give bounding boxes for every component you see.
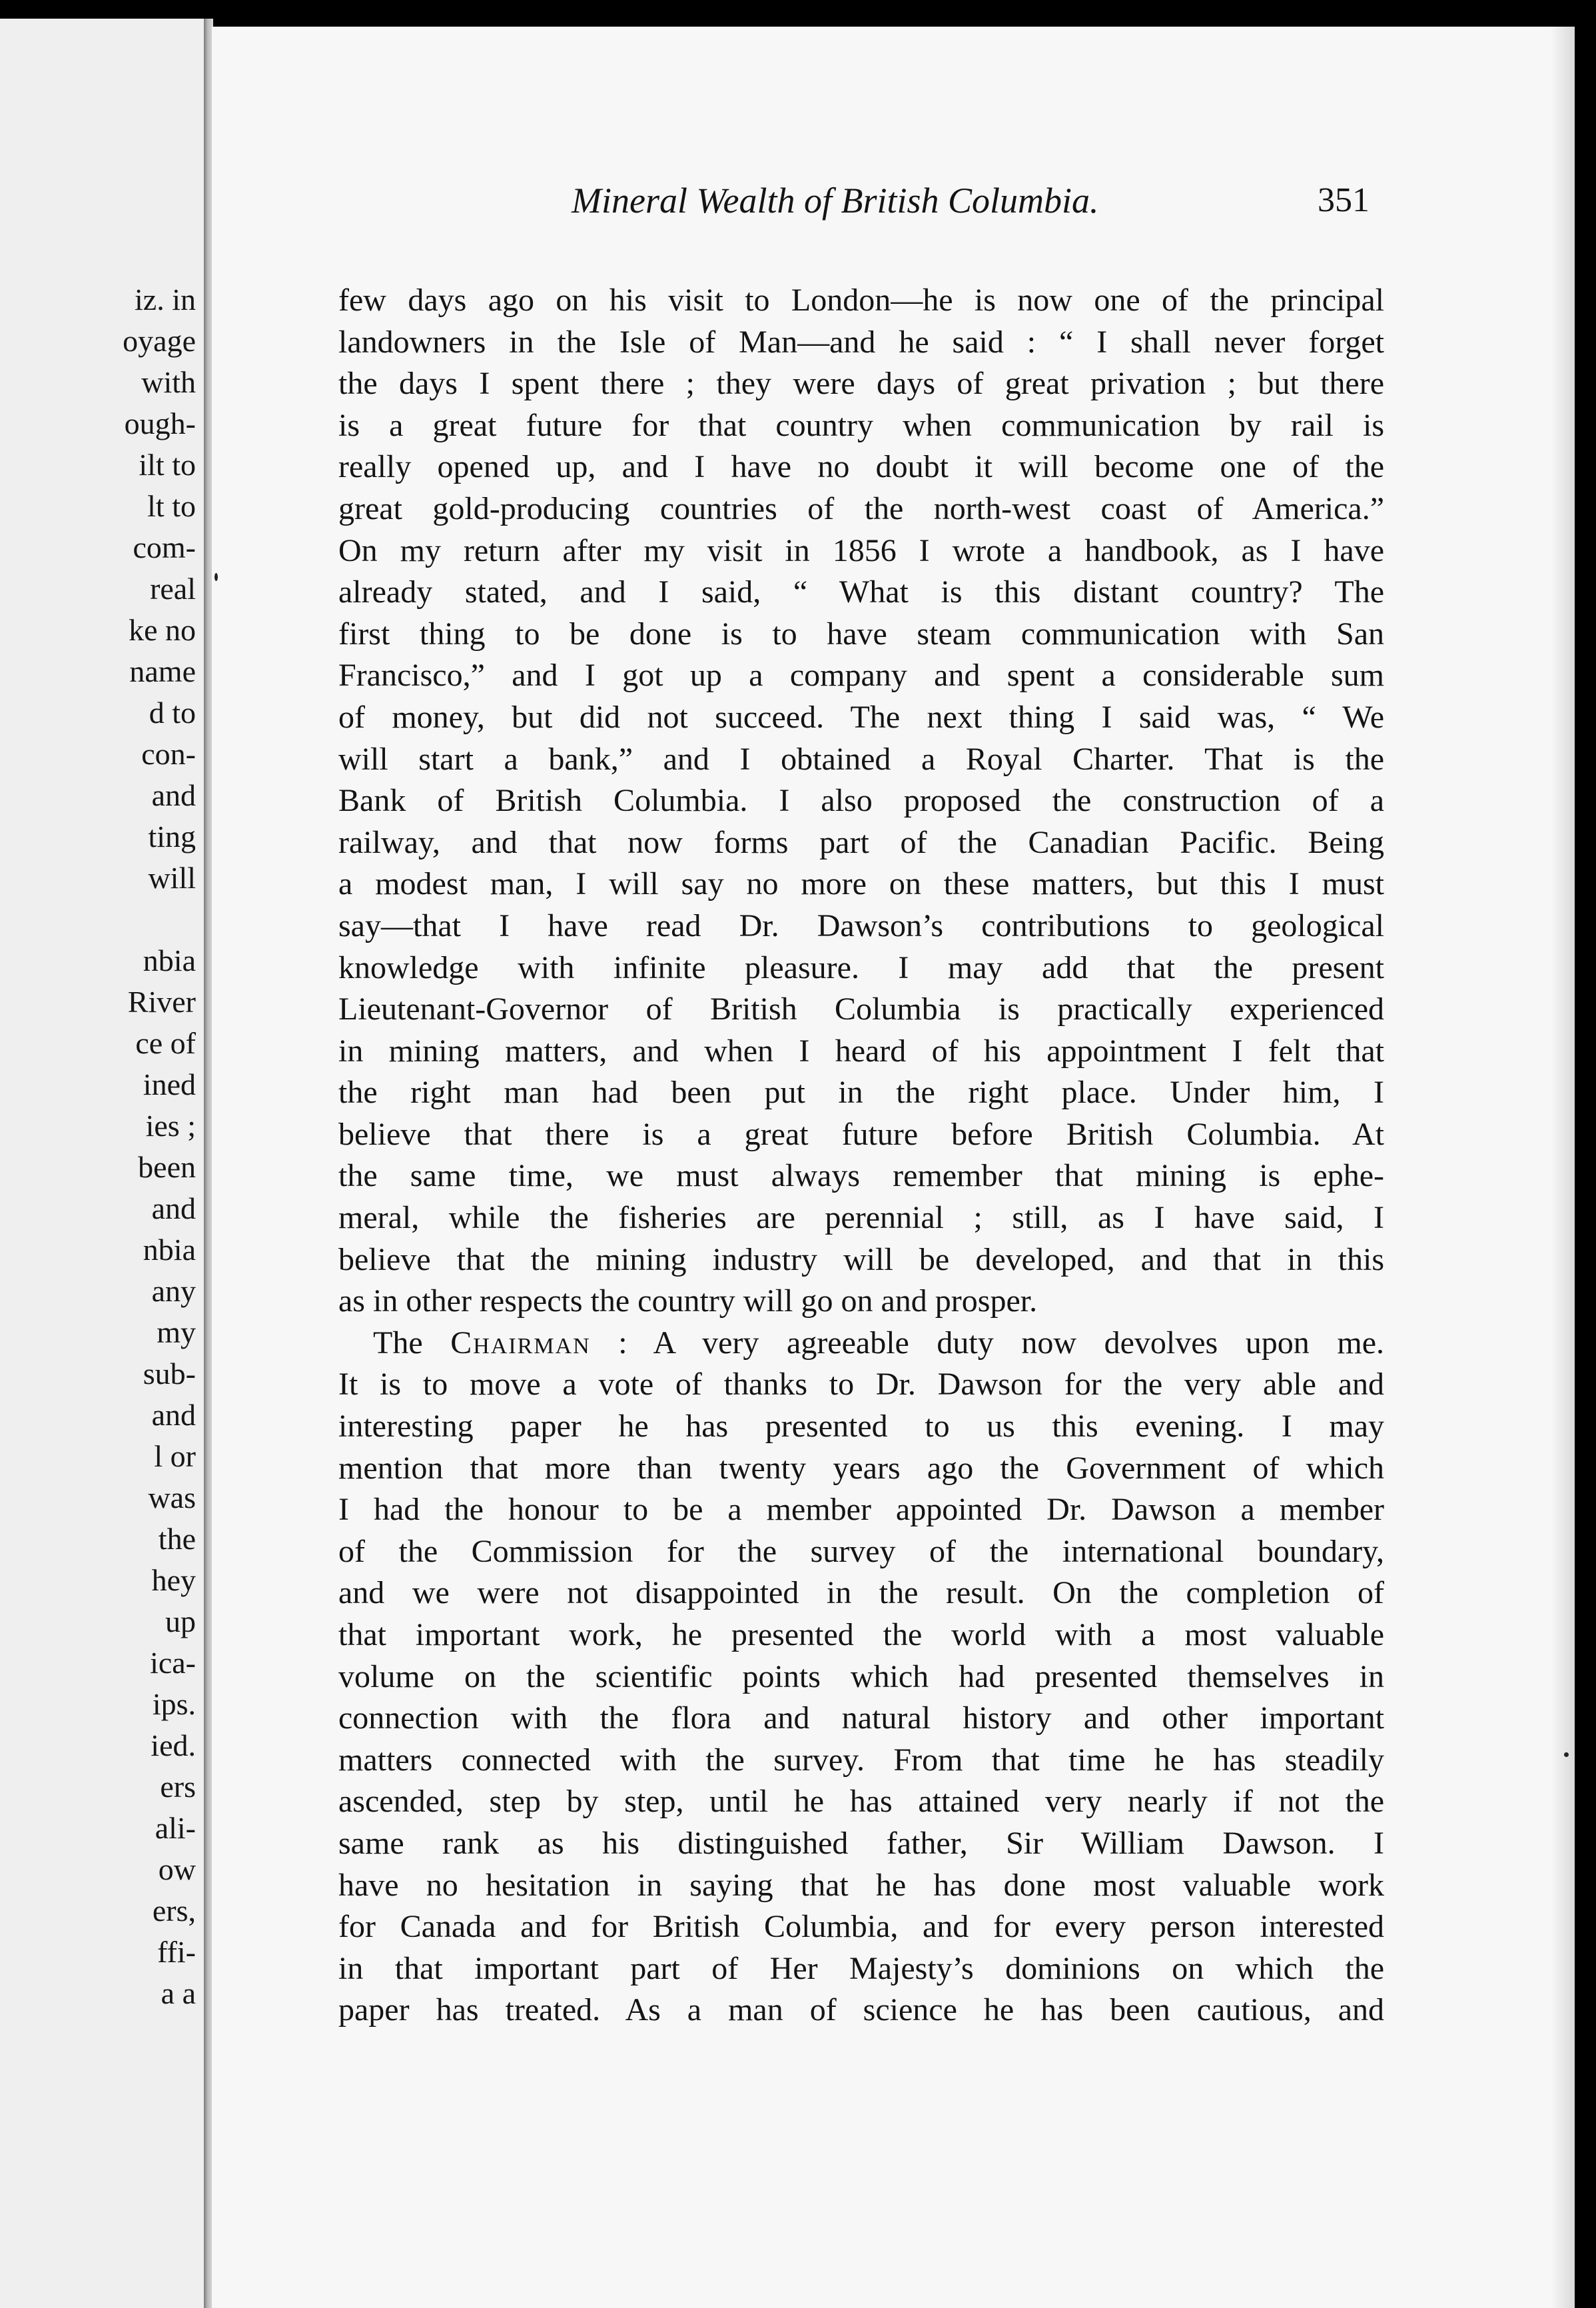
left-fragment-line: with xyxy=(141,365,196,399)
left-fragment-line: was xyxy=(148,1480,196,1514)
paragraph-2 xyxy=(338,1323,1384,2031)
text-line: believe that there is a great future before British Columbia. At xyxy=(338,1116,1384,1152)
text-line: knowledge with infinite pleasure. I may add that the present xyxy=(338,949,1384,985)
text-line: of the Commission for the survey of the international boundary, xyxy=(338,1533,1384,1569)
left-fragment-line: ined xyxy=(143,1067,196,1101)
left-fragment-line: any xyxy=(151,1274,196,1308)
left-fragment-line: ica- xyxy=(150,1646,196,1680)
text-line: great gold-producing countries of the north-west coast of America.” xyxy=(338,490,1384,526)
left-fragment-line: been xyxy=(138,1150,196,1184)
text-line: Lieutenant-Governor of British Columbia is practically experienced xyxy=(338,991,1384,1027)
left-fragment-line: will xyxy=(148,861,196,895)
text-line: first thing to be done is to have steam communication with San xyxy=(338,616,1384,652)
text-line: is a great future for that country when communication by rail is xyxy=(338,407,1384,443)
text-line: believe that the mining industry will be developed, and that in this xyxy=(338,1241,1384,1277)
left-fragment-line: real xyxy=(150,572,196,606)
scan-speck xyxy=(214,573,218,581)
text-line: landowners in the Isle of Man—and he said : “ I shall never forget xyxy=(338,324,1384,360)
left-fragment-line: l or xyxy=(154,1439,196,1473)
text-line: paper has treated. As a man of science he has been cautious, and xyxy=(338,1992,1384,2028)
left-fragment-line: ips. xyxy=(152,1687,196,1721)
text-line: in mining matters, and when I heard of his appointment I felt that xyxy=(338,1033,1384,1069)
text-line: I had the honour to be a member appointed Dr. Dawson a member xyxy=(338,1492,1384,1528)
text-line: have no hesitation in saying that he has done most valuable work xyxy=(338,1867,1384,1903)
left-fragment-line: con- xyxy=(141,737,196,771)
left-fragment-line: ce of xyxy=(135,1026,196,1060)
text-line: It is to move a vote of thanks to Dr. Dawson for the very able and xyxy=(338,1367,1384,1403)
left-fragment-line: and xyxy=(151,1191,196,1225)
text-line: that important work, he presented the world with a most valuable xyxy=(338,1617,1384,1652)
left-fragment-line: a a xyxy=(161,1976,196,2010)
left-fragment-line: nbia xyxy=(143,943,196,977)
text-line-speaker xyxy=(338,1323,1384,1365)
speaker-name: Chairman xyxy=(450,1325,591,1361)
left-fragment-line: d to xyxy=(149,696,196,730)
text-line: railway, and that now forms part of the Canadian Pacific. Being xyxy=(338,824,1384,860)
left-fragment-line: hey xyxy=(151,1563,196,1597)
text-line: will start a bank,” and I obtained a Royal Charter. That is the xyxy=(338,741,1384,777)
left-fragment-line: ow xyxy=(158,1852,196,1886)
left-fragment-line: my xyxy=(157,1315,196,1349)
text-line: and we were not disappointed in the result. On the completion of xyxy=(338,1575,1384,1611)
text-line: meral, while the fisheries are perennial ; still, as I have said, I xyxy=(338,1200,1384,1236)
page-edge-shadow xyxy=(1551,27,1575,2308)
left-fragment-line: ting xyxy=(148,820,196,854)
text-line: matters connected with the survey. From that time he has steadily xyxy=(338,1742,1384,1778)
running-head: Mineral Wealth of British Columbia. xyxy=(572,181,1099,221)
left-fragment-line: com- xyxy=(133,530,196,564)
left-fragment-line: ffi- xyxy=(157,1935,196,1969)
left-fragment-line: ough- xyxy=(124,406,196,440)
text-line: as in other respects the country will go on and prosper. xyxy=(338,1283,1038,1319)
left-fragment-line: ies ; xyxy=(145,1109,196,1143)
text-line: few days ago on his visit to London—he is now one of the principal xyxy=(338,283,1384,318)
left-fragment-line: the xyxy=(158,1522,196,1556)
speaker-line-rest: : A very agreeable duty now devolves upon me. xyxy=(618,1325,1385,1361)
text-line: for Canada and for British Columbia, and for every person interested xyxy=(338,1909,1384,1945)
left-fragment-line: ied. xyxy=(151,1728,196,1762)
text-line: the same time, we must always remember that mining is ephe- xyxy=(338,1158,1384,1194)
left-fragment-line: oyage xyxy=(123,324,196,358)
text-line: volume on the scientific points which had presented themselves in xyxy=(338,1658,1384,1694)
right-page xyxy=(212,27,1575,2308)
text-line: already stated, and I said, “ What is this distant country? The xyxy=(338,574,1384,610)
text-line: the right man had been put in the right place. Under him, I xyxy=(338,1075,1384,1111)
left-fragment-line: sub- xyxy=(143,1357,196,1391)
text-line: connection with the flora and natural history and other important xyxy=(338,1700,1384,1736)
text-line: in that important part of Her Majesty’s dominions on which the xyxy=(338,1950,1384,1986)
text-line: Francisco,” and I got up a company and spent a considerable sum xyxy=(338,658,1384,694)
left-page-fragment xyxy=(0,19,208,2308)
left-fragment-line: ke no xyxy=(129,613,196,647)
page-number: 351 xyxy=(1318,181,1370,219)
left-fragment-line: lt to xyxy=(147,489,196,523)
text-line: same rank as his distinguished father, Sir William Dawson. I xyxy=(338,1825,1384,1861)
text-line: of money, but did not succeed. The next thing I said was, “ We xyxy=(338,699,1384,735)
left-fragment-line: name xyxy=(129,654,196,688)
scan-speck xyxy=(1564,1752,1569,1757)
left-fragment-line: ers, xyxy=(152,1894,196,1928)
text-line: ascended, step by step, until he has attained very nearly if not the xyxy=(338,1784,1384,1820)
left-fragment-line: and xyxy=(151,1398,196,1432)
body-text xyxy=(338,280,1384,2031)
left-fragment-line: River xyxy=(127,985,196,1019)
text-line: interesting paper he has presented to us this evening. I may xyxy=(338,1409,1384,1444)
text-line: Bank of British Columbia. I also proposed the construction of a xyxy=(338,783,1384,819)
text-line: say—that I have read Dr. Dawson’s contributions to geological xyxy=(338,907,1384,943)
paragraph-1 xyxy=(338,280,1384,1323)
text-line: On my return after my visit in 1856 I wrote a handbook, as I have xyxy=(338,532,1384,568)
left-fragment-line: ali- xyxy=(155,1811,196,1845)
text-line: the days I spent there ; they were days of great privation ; but there xyxy=(338,366,1384,402)
left-fragment-line: ers xyxy=(160,1770,196,1804)
left-fragment-line: and xyxy=(151,778,196,812)
left-fragment-line: up xyxy=(165,1604,196,1638)
left-fragment-line: ilt to xyxy=(139,448,196,482)
left-fragment-line: iz. in xyxy=(135,283,196,316)
text-line: really opened up, and I have no doubt it will become one of the xyxy=(338,449,1384,485)
text-line: a modest man, I will say no more on these matters, but this I must xyxy=(338,866,1384,902)
speaker-prefix: The xyxy=(373,1325,423,1361)
left-fragment-line: nbia xyxy=(143,1233,196,1267)
text-line: mention that more than twenty years ago the Government of which xyxy=(338,1450,1384,1486)
